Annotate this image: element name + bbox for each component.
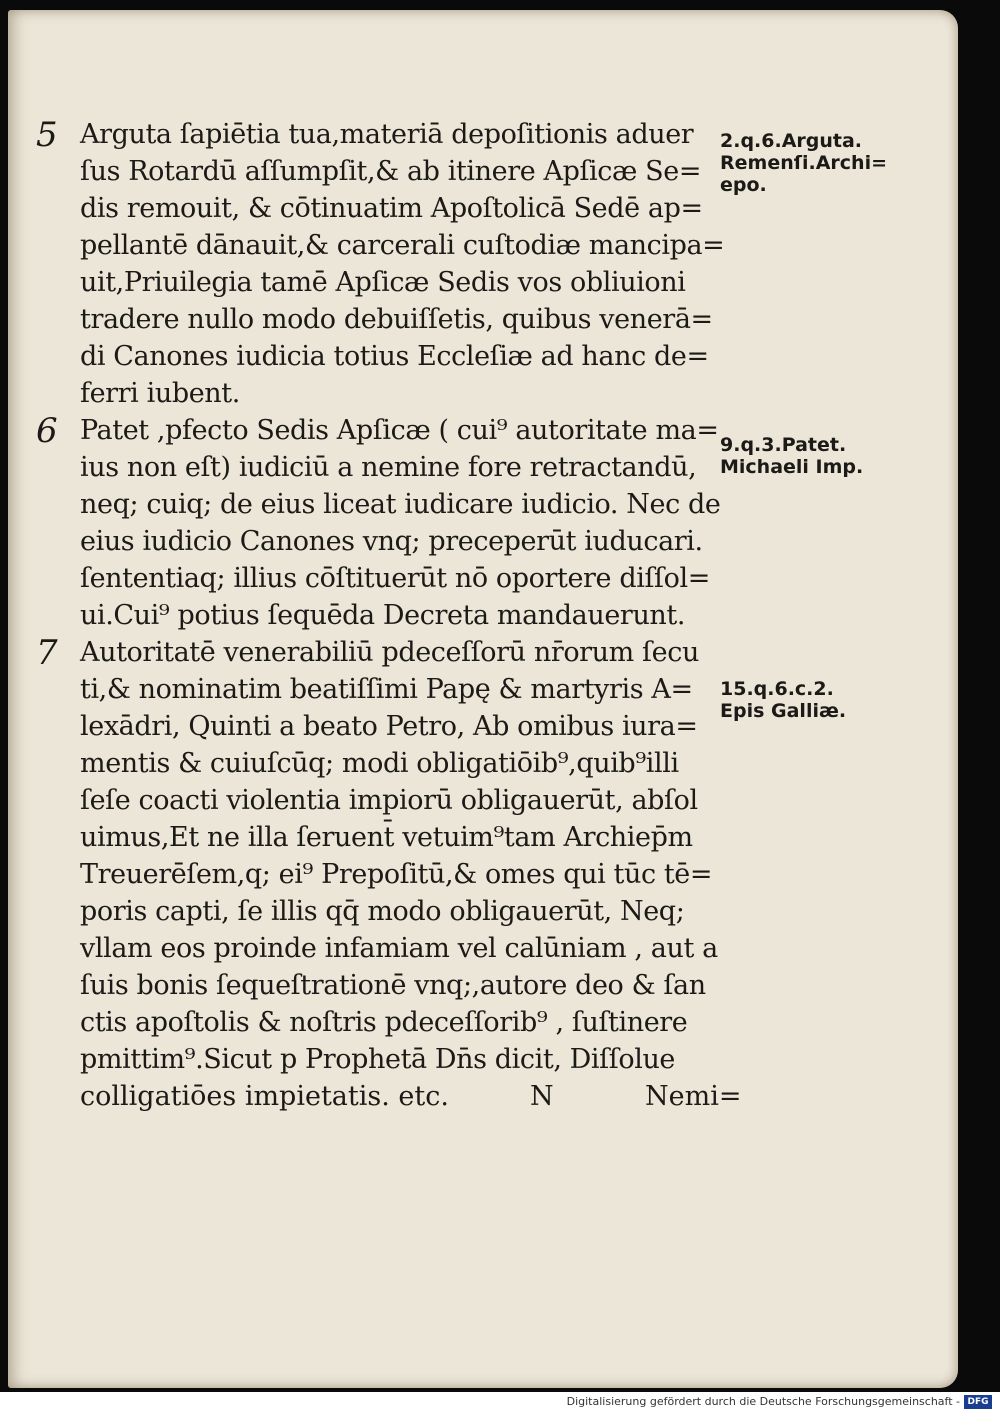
text-line: Arguta ſapiētia tua,materiā depoſitionis aduer [80, 119, 694, 150]
margin-note-2 [720, 434, 950, 478]
book-page [8, 10, 958, 1388]
paragraph-number: 7 [36, 633, 58, 673]
margin-note-line: 2.q.6.Arguta. [720, 130, 863, 152]
text-line: ius non eſt) iudiciū a nemine fore retractandū, [80, 452, 697, 483]
margin-note-line: Epis Galliæ. [720, 700, 847, 722]
last-line-text: colligatiōes impietatis. etc. [80, 1081, 449, 1112]
text-line: ſeſe coacti violentia impiorū obligauerūt, abſol [80, 785, 698, 816]
catchword: Nemi= [645, 1081, 742, 1112]
paragraph-7 [36, 633, 742, 1115]
margin-note-line: Michaeli Imp. [720, 456, 864, 478]
text-line: di Canones iudicia totius Eccleſiæ ad hanc de= [80, 341, 709, 372]
text-line: ſuis bonis ſequeſtrationē vnq;,autore deo & ſan [80, 970, 706, 1001]
margin-note-line: epo. [720, 174, 767, 196]
paragraph-number: 5 [36, 115, 58, 155]
text-line: poris capti, ſe illis qq̄ modo obligauerūt, Neq; [80, 896, 685, 927]
margin-note-line: Remenſi.Archi= [720, 152, 888, 174]
text-line: neq; cuiq; de eius liceat iudicare iudicio. Nec de [80, 489, 721, 520]
text-line: eius iudicio Canones vnq; preceperūt iuducari. [80, 526, 703, 557]
text-line: tradere nullo modo debuiſſetis, quibus venerā= [80, 304, 713, 335]
main-text-block [36, 115, 742, 1115]
paragraph-number: 6 [36, 411, 58, 451]
text-line: dis remouit, & cōtinuatim Apoſtolicā Sedē ap= [80, 193, 703, 224]
margin-note-1 [720, 130, 950, 196]
text-line: mentis & cuiuſcūq; modi obligatiōib⁹,quib⁹illi [80, 748, 679, 779]
paragraph-6 [36, 412, 726, 634]
margin-note-3 [720, 678, 950, 722]
text-line: lexādri, Quinti a beato Petro, Ab omibus iura= [80, 711, 698, 742]
text-line: Patet ,pfecto Sedis Apſicæ ( cui⁹ autoritate ma= [80, 415, 719, 446]
text-line: ſententiaq; illius cōſtituerūt nō oportere diſſol= [80, 563, 710, 594]
text-line: ui.Cui⁹ potius ſequēda Decreta mandauerunt. [80, 600, 686, 631]
text-line: vllam eos proinde infamiam vel calūniam , aut a [80, 933, 718, 964]
margin-note-line: 9.q.3.Patet. [720, 434, 847, 456]
text-line: ferri iubent. [80, 378, 240, 409]
text-line: uit,Priuilegia tamē Apſicæ Sedis vos obliuioni [80, 267, 686, 298]
text-line: Treuerēſem,q; ei⁹ Prepoſitū,& omes qui tūc tē= [80, 859, 713, 890]
text-line: ctis apoſtolis & noſtris pdeceſſorib⁹ , ſuſtinere [80, 1007, 688, 1038]
text-line: pmittim⁹.Sicut p Prophetā Dn̄s dicit, Diſſolue [80, 1044, 676, 1075]
funding-credit: Digitalisierung gefördert durch die Deutsche Forschungsgemeinschaft - [566, 1395, 960, 1408]
text-line: pellantē dānauit,& carcerali cuſtodiæ mancipa= [80, 230, 725, 261]
paragraph-5 [36, 116, 726, 412]
footer-bar [0, 1392, 1000, 1414]
text-line: Autoritatē venerabiliū pdeceſſorū nr̄orum ſecu [80, 637, 699, 668]
text-line: ſus Rotardū aſſumpſit,& ab itinere Apſicæ Se= [80, 156, 702, 187]
dfg-logo-icon: DFG [964, 1395, 992, 1409]
margin-note-line: 15.q.6.c.2. [720, 678, 834, 700]
signature-mark: N [530, 1081, 554, 1112]
last-line [80, 1078, 742, 1115]
text-line: uimus,Et ne illa ſeruent̄ vetuim⁹tam Archiep̄m [80, 822, 693, 853]
text-line: ti,& nominatim beatiſſimi Papę & martyris A= [80, 674, 693, 705]
